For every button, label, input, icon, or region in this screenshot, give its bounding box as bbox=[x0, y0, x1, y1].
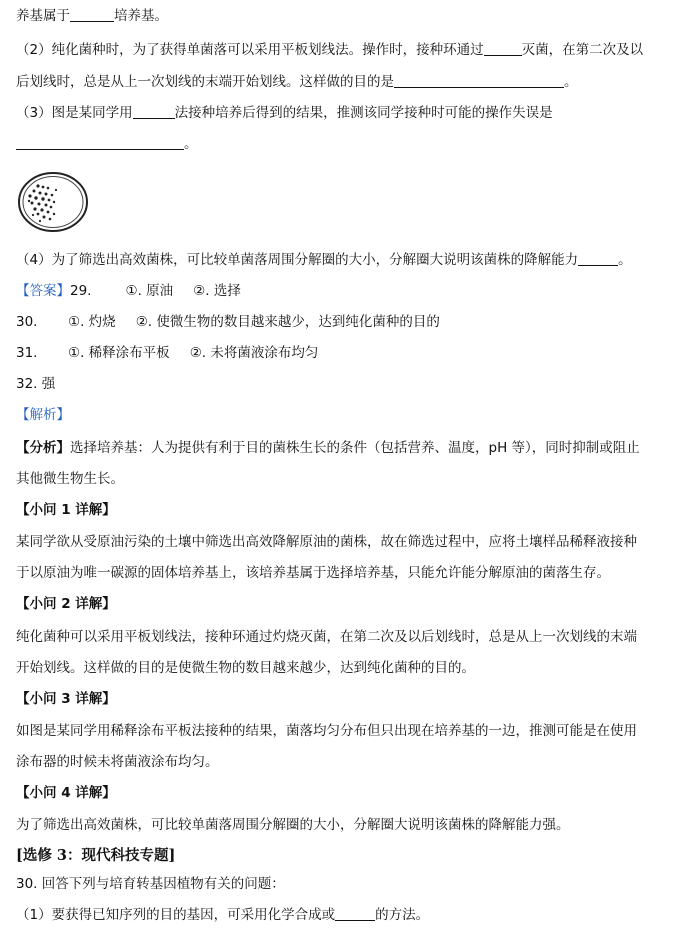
analysis-line: 开始划线。这样做的目的是使微生物的数目越来越少，达到纯化菌种的目的。 bbox=[16, 660, 475, 676]
question-line: （4）为了筛选出高效菌株，可比较单菌落周围分解圈的大小，分解圈大说明该菌株的降解能力 。 bbox=[16, 252, 632, 268]
analysis-line: 如图是某同学用稀释涂布平板法接种的结果，菌落均匀分布但只出现在培养基的一边，推测可能是在使用 bbox=[16, 723, 637, 739]
subquestion-2-heading: 【小问 2 详解】 bbox=[16, 596, 116, 612]
answer-blank bbox=[578, 251, 618, 266]
question-line: 养基属于 培养基。 bbox=[16, 8, 168, 24]
answer-line-31: 31. ①. 稀释涂布平板 ②. 未将菌液涂布均匀 bbox=[16, 345, 319, 361]
answer-blank bbox=[394, 73, 564, 88]
analysis-line: 涂布器的时候未将菌液涂布均匀。 bbox=[16, 754, 219, 770]
question-line: 后划线时，总是从上一次划线的末端开始划线。这样做的目的是 。 bbox=[16, 74, 578, 90]
answer-line-32: 32. 强 bbox=[16, 376, 56, 392]
analysis-line: 于以原油为唯一碳源的固体培养基上，该培养基属于选择培养基，只能允许能分解原油的菌落生存。 bbox=[16, 565, 610, 581]
question-line: （3）图是某同学用 法接种培养后得到的结果，推测该同学接种时可能的操作失误是 bbox=[16, 105, 553, 121]
answer-blank bbox=[16, 135, 184, 150]
analysis-line: 纯化菌种可以采用平板划线法，接种环通过灼烧灭菌，在第二次及以后划线时，总是从上一次划线的末端 bbox=[16, 629, 637, 645]
answer-line-29: 【答案】29. ①. 原油 ②. 选择 bbox=[16, 283, 241, 299]
subquestion-4-heading: 【小问 4 详解】 bbox=[16, 785, 116, 801]
analysis-line: 某同学欲从受原油污染的土壤中筛选出高效降解原油的菌株，故在筛选过程中，应将土壤样品稀释液接种 bbox=[16, 534, 637, 550]
answer-blank bbox=[70, 7, 114, 22]
question-line: 。 bbox=[16, 134, 682, 154]
question-line: （1）要获得已知序列的目的基因，可采用化学合成或 的方法。 bbox=[16, 907, 430, 923]
answer-blank bbox=[133, 104, 175, 119]
question-line: 30. 回答下列与培育转基因植物有关的问题： bbox=[16, 876, 285, 892]
answer-blank bbox=[335, 906, 375, 921]
answer-line-30: 30. ①. 灼烧 ②. 使微生物的数目越来越少，达到纯化菌种的目的 bbox=[16, 314, 440, 330]
petri-dish-figure bbox=[16, 170, 90, 234]
subquestion-1-heading: 【小问 1 详解】 bbox=[16, 502, 116, 518]
analysis-tag: 【解析】 bbox=[16, 407, 70, 423]
analysis-line: 【分析】选择培养基：人为提供有利于目的菌株生长的条件（包括营养、温度，pH 等），同时抑制或阻止 bbox=[16, 440, 640, 456]
section-header: [选修 3：现代科技专题] bbox=[16, 847, 176, 864]
question-line: （2）纯化菌种时，为了获得单菌落可以采用平板划线法。操作时，接种环通过 灭菌，在第二次及以 bbox=[16, 42, 644, 58]
analysis-line: 其他微生物生长。 bbox=[16, 471, 124, 487]
analysis-line: 为了筛选出高效菌株，可比较单菌落周围分解圈的大小，分解圈大说明该菌株的降解能力强。 bbox=[16, 817, 570, 833]
answer-tag: 【答案】 bbox=[16, 283, 70, 299]
subquestion-3-heading: 【小问 3 详解】 bbox=[16, 691, 116, 707]
answer-blank bbox=[484, 41, 522, 56]
